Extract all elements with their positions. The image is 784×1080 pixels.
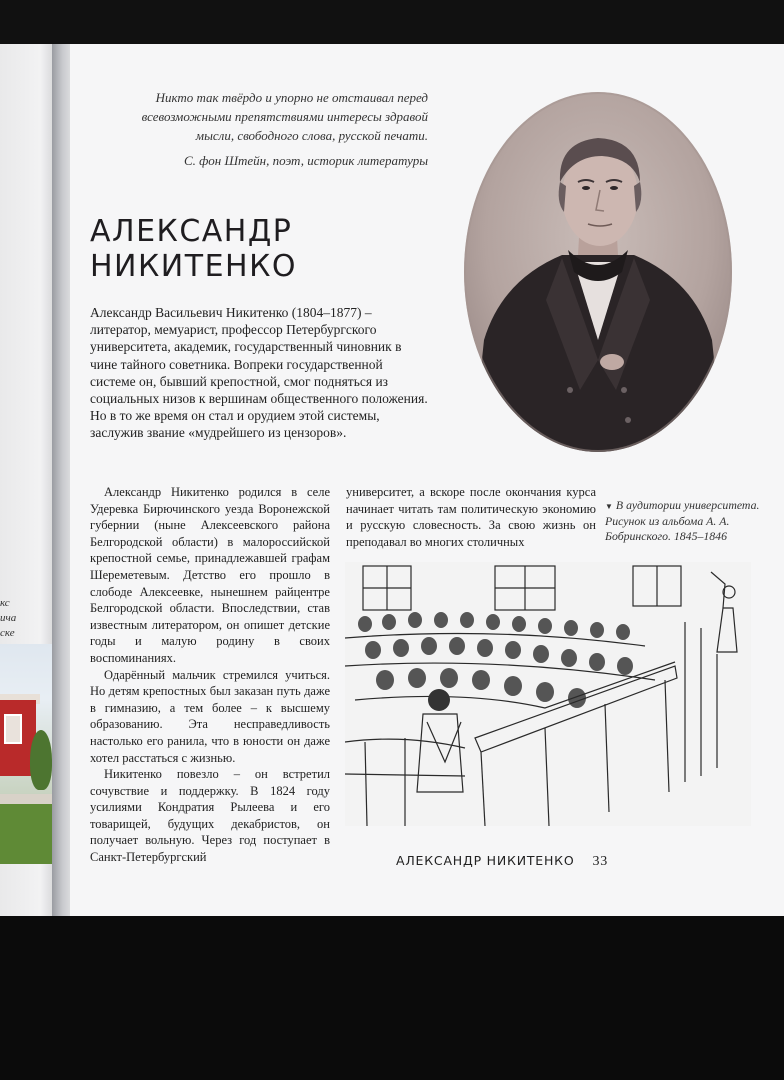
- lawn: [0, 804, 52, 864]
- tree: [30, 730, 52, 790]
- left-caption-line: кс: [0, 597, 10, 609]
- chapter-title-line1: АЛЕКСАНДР: [90, 214, 293, 249]
- chapter-title: [90, 214, 297, 284]
- intro-paragraph: Александр Васильевич Никитенко (1804–1877) – литератор, мемуарист, профессор Петербургского университета, академик, государственный чиновник в чине тайного советника. Вопреки государственной системе он, бывший крепостной, смог подняться из социальных низов к вершинам общественного положения. Но в то же время он стал и орудием этой системы, заслужив звание «мудрейшего из цензоров».: [90, 305, 428, 441]
- body-paragraph: Александр Никитенко родился в селе Удеревка Бирючинского уезда Воронежской губернии (ныне Алексеевского района Белгородской области) в малороссийской крепостной семье, принадлежавшей графам Шереметевым. Детство его прошло в слободе Алексеевке, нынешнем райцентре Белгородской области. Впоследствии, став известным литератором, он опишет детские годы и малую родину в своих воспоминаниях.: [90, 485, 330, 665]
- body-column-1: [90, 484, 330, 866]
- running-footer: [396, 853, 608, 870]
- auditorium-sketch-drawing: [345, 562, 751, 826]
- body-paragraph: Никитенко повезло – он встретил сочувствие и поддержку. В 1824 году усилиями Кондратия Рылеева и его товарищей, будущих декабристов, он получает вольную. Через год поступает в Санкт-Петербургский: [90, 767, 330, 865]
- left-caption-line: ича: [0, 612, 17, 624]
- page-number: 33: [592, 854, 609, 869]
- portrait-oval: [462, 90, 734, 455]
- left-page-caption-fragment: [0, 596, 20, 641]
- portrait-image: [462, 90, 734, 455]
- epigraph-author: С. фон Штейн, поэт, историк литературы: [184, 153, 428, 168]
- sketch-audience-heads: [358, 612, 633, 708]
- left-page-photo: [0, 644, 52, 864]
- body-column-2: [346, 484, 596, 550]
- scan-backdrop: [0, 0, 784, 48]
- illustration-caption: [605, 498, 765, 544]
- epigraph: [140, 88, 428, 170]
- auditorium-sketch: [345, 562, 751, 826]
- house-window: [4, 714, 22, 744]
- body-paragraph: университет, а вскоре после окончания курса начинает читать там политическую экономию и русскую словесность. За свою жизнь он преподавал во многих столичных: [346, 485, 596, 549]
- body-paragraph: Одарённый мальчик стремился учиться. Но детям крепостных был заказан путь даже в гимназию, а тем более – к высшему образованию. Эта несправедливость настолько его ранила, что в юности он даже хотел расстаться с жизнью.: [90, 667, 330, 765]
- caption-text: В аудитории университета. Рисунок из альбома А. А. Бобринского. 1845–1846: [605, 498, 760, 543]
- left-caption-line: ске: [0, 627, 15, 639]
- caption-marker-icon: ▼: [605, 502, 613, 511]
- epigraph-text: Никто так твёрдо и упорно не отстаивал перед всевозможными препятствиями интересы здравой мысли, свободного слова, русской печати.: [141, 90, 428, 143]
- running-title: АЛЕКСАНДР НИКИТЕНКО: [396, 853, 575, 868]
- chapter-title-line2: НИКИТЕНКО: [90, 249, 297, 284]
- left-page-edge: [0, 44, 58, 916]
